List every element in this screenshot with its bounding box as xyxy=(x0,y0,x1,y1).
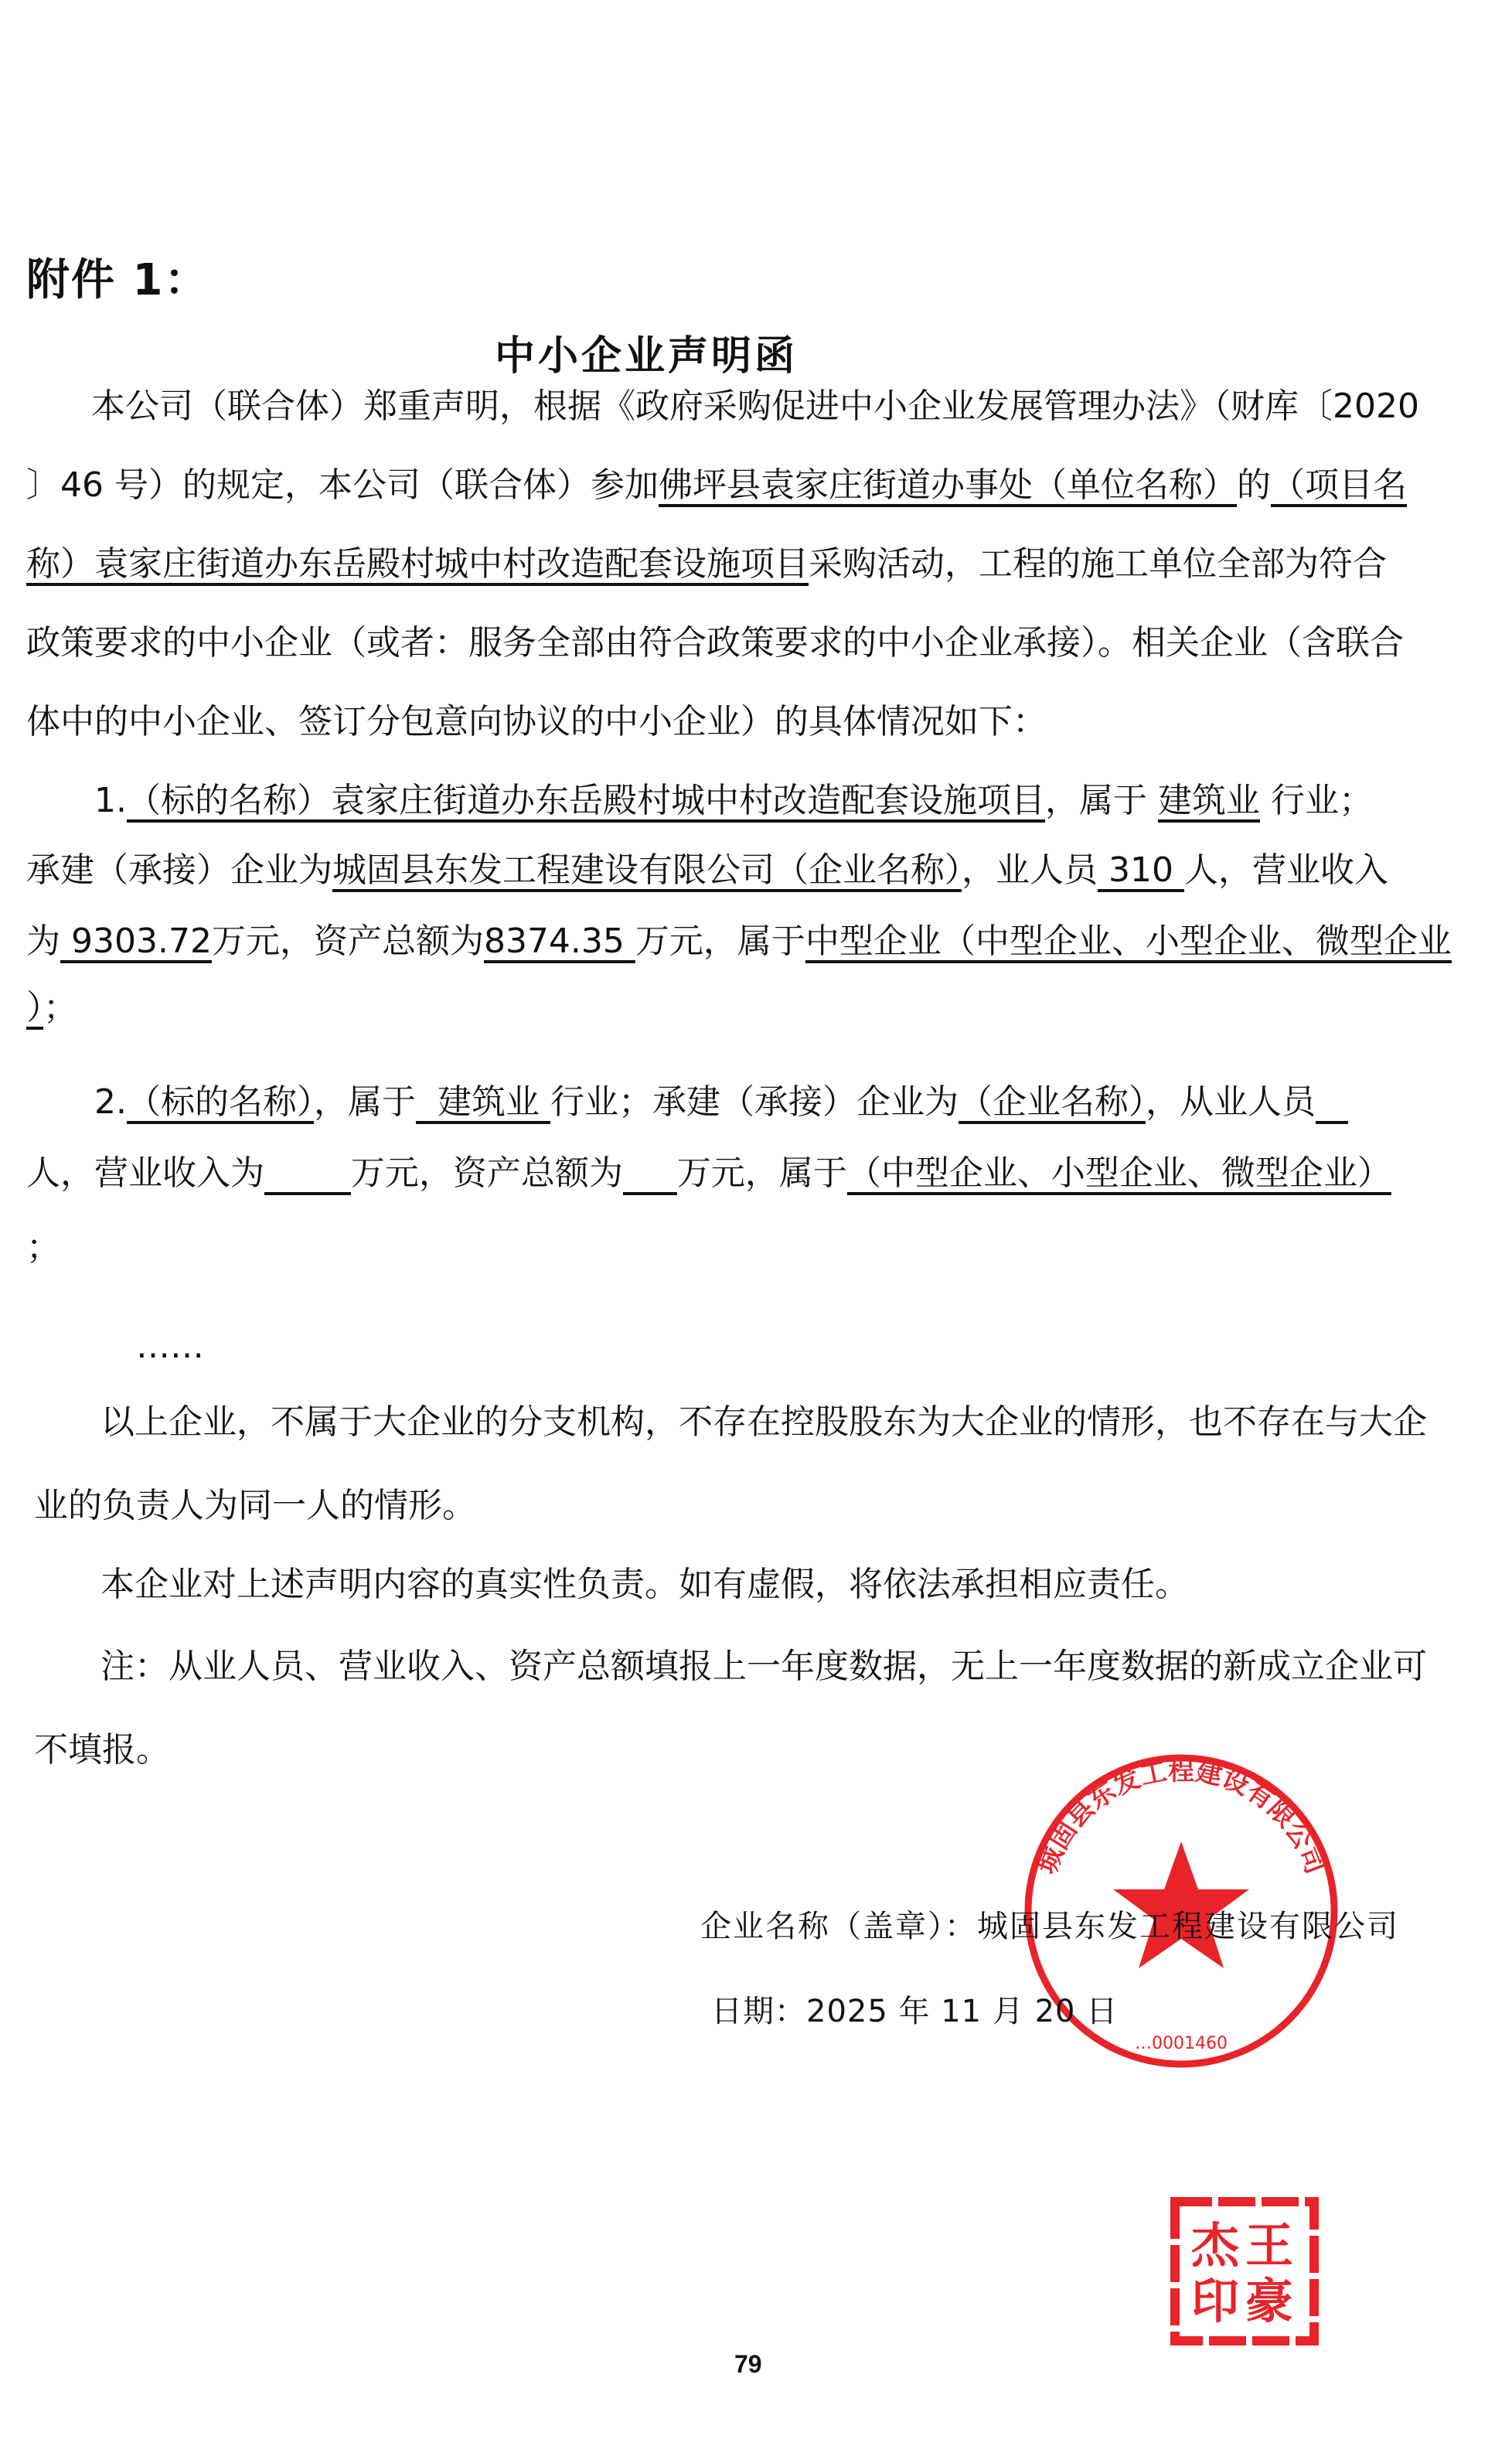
item1-industry: 建筑业 xyxy=(1157,781,1260,820)
project-name: 称）袁家庄街道办东岳殿村城中村改造配套设施项目 xyxy=(26,544,809,584)
item2-industry: 建筑业 xyxy=(437,1082,540,1122)
note-line-1: 注：从业人员、营业收入、资产总额填报上一年度数据，无上一年度数据的新成立企业可 xyxy=(100,1647,1427,1686)
signature-company-line xyxy=(700,1902,1399,1946)
intro-text: 采购活动，工程的施工单位全部为符合 xyxy=(809,544,1387,584)
item2-number: 2. xyxy=(94,1082,127,1122)
item2-text: ，属于 xyxy=(313,1082,416,1122)
project-name-start: （项目名 xyxy=(1270,465,1407,505)
item2-text: 人，营业收入为 xyxy=(26,1153,264,1193)
ellipsis: …… xyxy=(136,1327,204,1366)
signature-company-name: 城固县东发工程建设有限公司 xyxy=(977,1909,1399,1944)
personal-seal-char: 杰 xyxy=(1190,2217,1240,2274)
item2-subject: （标的名称） xyxy=(126,1082,314,1122)
company-seal-label: 企业名称（盖章）： xyxy=(700,1909,977,1944)
item1-line-3 xyxy=(26,920,1452,963)
item1-text: 行业； xyxy=(1270,781,1373,820)
item2-text: 行业；承建（承接）企业为 xyxy=(550,1082,959,1122)
item2-scale: （中型企业、小型企业、微型企业） xyxy=(846,1153,1391,1193)
item1-scale: 中型企业（中型企业、小型企业、微型企业 xyxy=(805,922,1452,961)
company-seal-text: 城固县东发工程建设有限公司 xyxy=(1031,1756,1331,1879)
item2-revenue-blank xyxy=(264,1153,351,1193)
responsibility-statement: 本企业对上述声明内容的真实性负责。如有虚假，将依法承担相应责任。 xyxy=(100,1565,1189,1604)
item2-assets-blank xyxy=(623,1153,677,1193)
intro-line-3 xyxy=(26,543,1387,586)
signature-date-line xyxy=(711,1987,1118,2031)
item2-company: （企业名称） xyxy=(958,1082,1146,1122)
document-title: 中小企业声明函 xyxy=(495,333,799,380)
item2-line-2 xyxy=(26,1152,1391,1195)
item1-company: 城固县东发工程建设有限公司（企业名称） xyxy=(332,850,962,890)
note-line-2: 不填报。 xyxy=(34,1730,170,1770)
date-month-unit: 月 xyxy=(992,1994,1024,2029)
date-day: 20 xyxy=(1034,1994,1076,2029)
item2-line-3: ； xyxy=(26,1228,60,1267)
item1-scale-end: ） xyxy=(26,988,43,1027)
item1-employees: 310 xyxy=(1108,850,1173,890)
item2-text: 万元，属于 xyxy=(676,1153,847,1193)
item1-text: ，属于 xyxy=(1044,781,1147,820)
personal-seal-char: 豪 xyxy=(1245,2273,1294,2329)
personal-seal-char: 王 xyxy=(1245,2217,1294,2274)
item2-text: 万元，资产总额为 xyxy=(350,1153,623,1193)
item1-text: ，业人员 xyxy=(962,850,1098,890)
item1-subject: （标的名称）袁家庄街道办东岳殿村城中村改造配套设施项目 xyxy=(126,781,1045,820)
date-day-unit: 日 xyxy=(1086,1994,1119,2029)
item1-text: 为 xyxy=(26,922,60,961)
item1-semicolon: ； xyxy=(43,988,77,1027)
personal-seal xyxy=(1167,2194,1322,2349)
item1-text: 万元，资产总额为 xyxy=(211,922,484,961)
item1-assets: 8374.35 xyxy=(483,922,625,961)
intro-text: 的 xyxy=(1236,465,1271,505)
item1-line-2 xyxy=(26,849,1388,892)
intro-text: 〕46 号）的规定，本公司（联合体）参加 xyxy=(26,465,659,505)
item1-text: 万元，属于 xyxy=(635,922,805,961)
purchaser-unit: 佛坪县袁家庄街道办事处（单位名称） xyxy=(658,465,1237,505)
page-number: 79 xyxy=(734,2350,762,2378)
item1-revenue: 9303.72 xyxy=(71,922,212,961)
item2-employees-blank xyxy=(1316,1082,1348,1122)
item2-text: ，从业人员 xyxy=(1145,1082,1316,1122)
date-year-unit: 年 xyxy=(898,1994,931,2029)
intro-line-5: 体中的中小企业、签订分包意向协议的中小企业）的具体情况如下： xyxy=(26,702,1047,741)
intro-line-2 xyxy=(26,464,1407,507)
date-label: 日期： xyxy=(711,1994,806,2029)
personal-seal-char: 印 xyxy=(1190,2273,1240,2329)
company-seal-code: …0001460 xyxy=(1135,2034,1228,2053)
item1-number: 1. xyxy=(94,781,127,820)
intro-line-4: 政策要求的中小企业（或者：服务全部由符合政策要求的中小企业承接）。相关企业（含联合 xyxy=(26,623,1404,663)
item1-text: 承建（承接）企业为 xyxy=(26,850,332,890)
item1-line-4 xyxy=(26,986,77,1030)
item1-text: 人，营业收入 xyxy=(1183,850,1388,890)
attachment-label: 附件 1： xyxy=(26,255,209,305)
intro-line-1: 本公司（联合体）郑重声明，根据《政府采购促进中小企业发展管理办法》（财库〔2020 xyxy=(91,387,1419,426)
statement-line-1: 以上企业，不属于大企业的分支机构，不存在控股股东为大企业的情形，也不存在与大企 xyxy=(100,1402,1427,1442)
item1-line-1 xyxy=(94,779,1373,823)
statement-line-2: 业的负责人为同一人的情形。 xyxy=(34,1486,476,1525)
item2-line-1 xyxy=(94,1081,1348,1124)
date-year: 2025 xyxy=(806,1994,888,2029)
date-month: 11 xyxy=(941,1994,982,2029)
